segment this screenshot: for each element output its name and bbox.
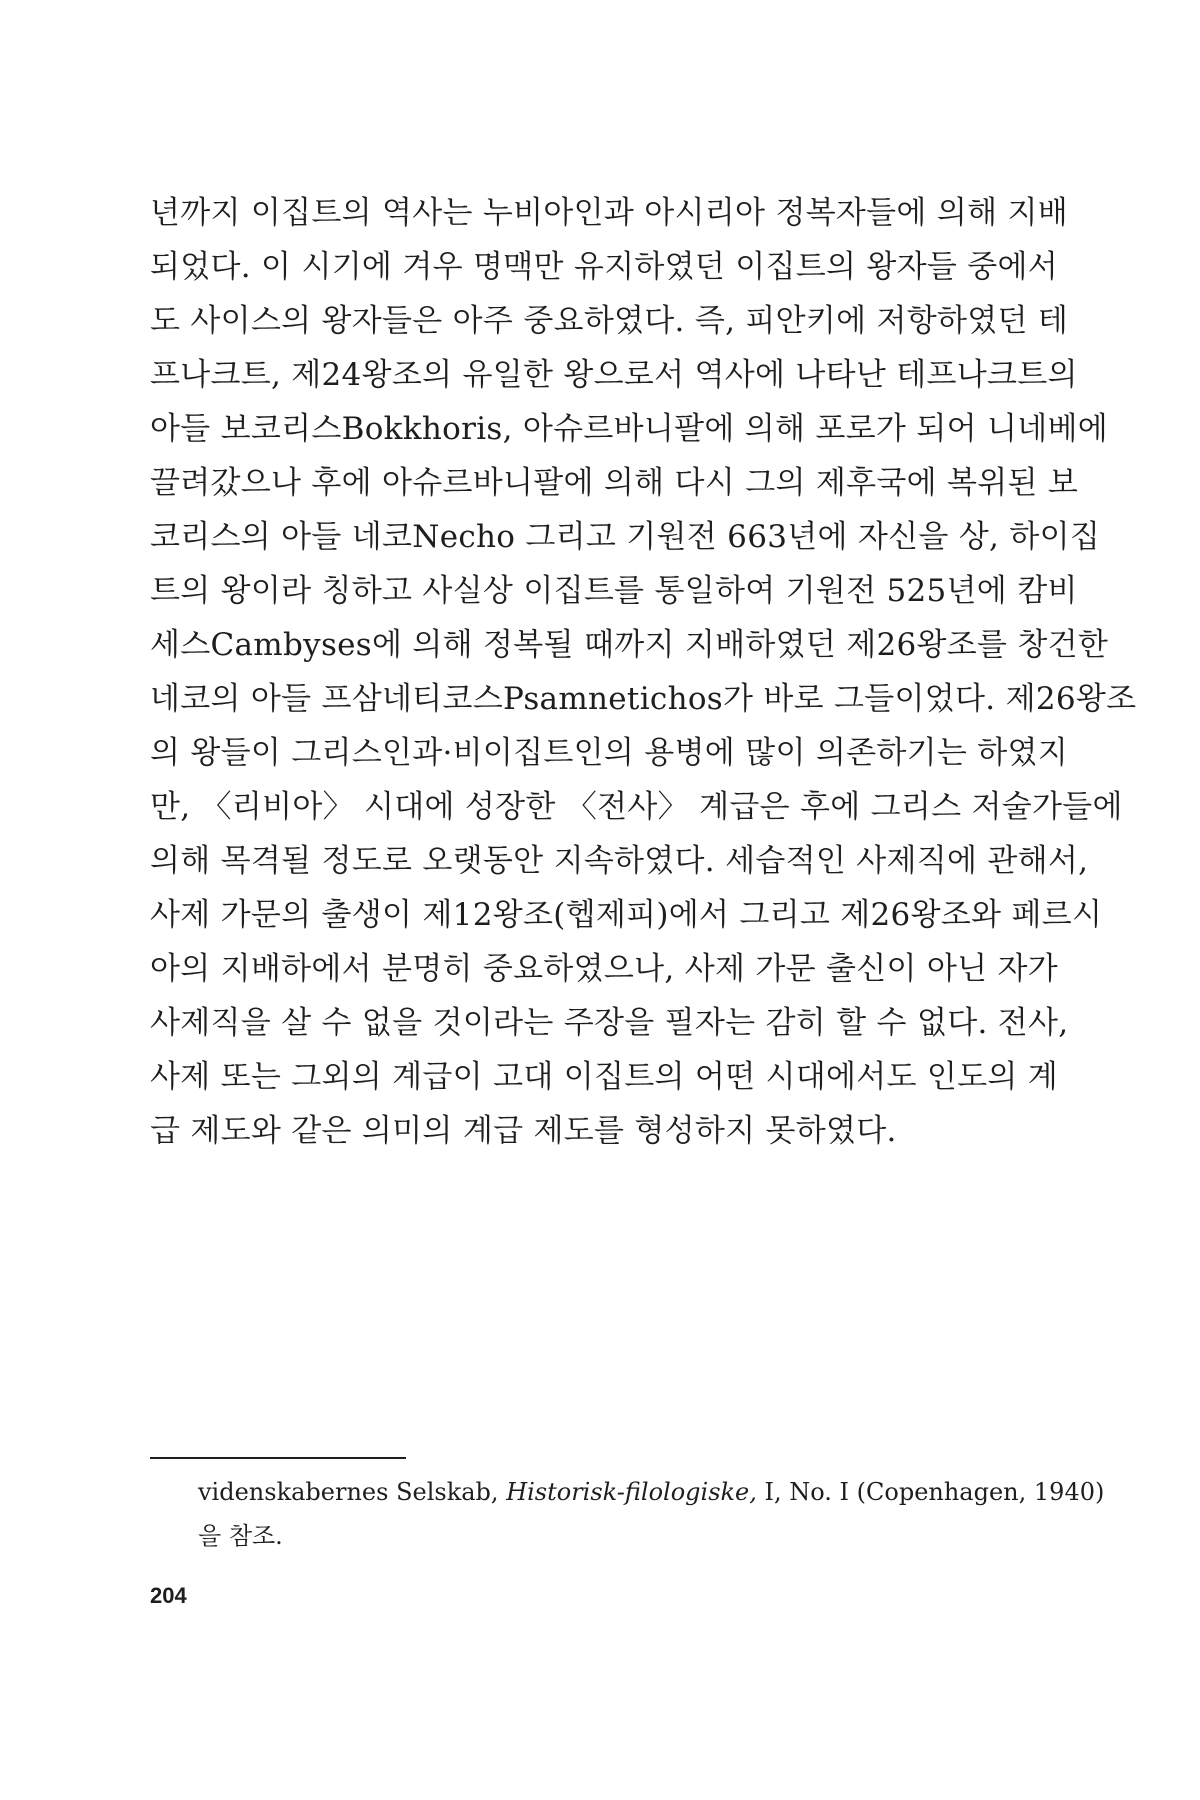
text-line: 아들 보코리스Bokkhoris, 아슈르바니팔에 의해 포로가 되어 니네베에 bbox=[150, 411, 1108, 447]
text-line: 사제 가문의 출생이 제12왕조(헵제피)에서 그리고 제26왕조와 페르시 bbox=[150, 897, 1103, 933]
text-line: 끌려갔으나 후에 아슈르바니팔에 의해 다시 그의 제후국에 복위된 보 bbox=[150, 465, 1079, 501]
footnote-text: I, No. I (Copenhagen, 1940) bbox=[756, 1478, 1105, 1506]
text-line: 프나크트, 제24왕조의 유일한 왕으로서 역사에 나타난 테프나크트의 bbox=[150, 357, 1078, 393]
text-line: 사제 또는 그외의 계급이 고대 이집트의 어떤 시대에서도 인도의 계 bbox=[150, 1059, 1059, 1095]
body-text bbox=[150, 186, 1137, 1158]
text-line: 의 왕들이 그리스인과·비이집트인의 용병에 많이 의존하기는 하였지 bbox=[150, 735, 1068, 771]
text-line: 의해 목격될 정도로 오랫동안 지속하였다. 세습적인 사제직에 관해서, bbox=[150, 843, 1089, 879]
text-line: 되었다. 이 시기에 겨우 명맥만 유지하였던 이집트의 왕자들 중에서 bbox=[150, 249, 1059, 285]
text-line: 만, 〈리비아〉 시대에 성장한 〈전사〉 계급은 후에 그리스 저술가들에 bbox=[150, 789, 1123, 825]
text-line: 급 제도와 같은 의미의 계급 제도를 형성하지 못하였다. bbox=[150, 1113, 897, 1149]
footnote-divider bbox=[150, 1457, 406, 1459]
text-line: 세스Cambyses에 의해 정복될 때까지 지배하였던 제26왕조를 창건한 bbox=[150, 627, 1109, 663]
footnote bbox=[198, 1470, 1105, 1558]
text-line: 아의 지배하에서 분명히 중요하였으나, 사제 가문 출신이 아닌 자가 bbox=[150, 951, 1059, 987]
text-line: 트의 왕이라 칭하고 사실상 이집트를 통일하여 기원전 525년에 캄비 bbox=[150, 573, 1078, 609]
text-line: 년까지 이집트의 역사는 누비아인과 아시리아 정복자들에 의해 지배 bbox=[150, 195, 1068, 231]
text-line: 도 사이스의 왕자들은 아주 중요하였다. 즉, 피안키에 저항하였던 테 bbox=[150, 303, 1069, 339]
text-line: 코리스의 아들 네코Necho 그리고 기원전 663년에 자신을 상, 하이집 bbox=[150, 519, 1101, 555]
text-line: 네코의 아들 프삼네티코스Psamnetichos가 바로 그들이었다. 제26왕조 bbox=[150, 681, 1137, 717]
text-line: 사제직을 살 수 없을 것이라는 주장을 필자는 감히 할 수 없다. 전사, bbox=[150, 1005, 1069, 1041]
footnote-title: Historisk-filologiske, bbox=[506, 1478, 757, 1506]
footnote-line bbox=[198, 1470, 1105, 1514]
footnote-line: 을 참조. bbox=[198, 1522, 283, 1550]
footnote-text: videnskabernes Selskab, bbox=[198, 1478, 507, 1506]
page-number: 204 bbox=[150, 1583, 187, 1608]
